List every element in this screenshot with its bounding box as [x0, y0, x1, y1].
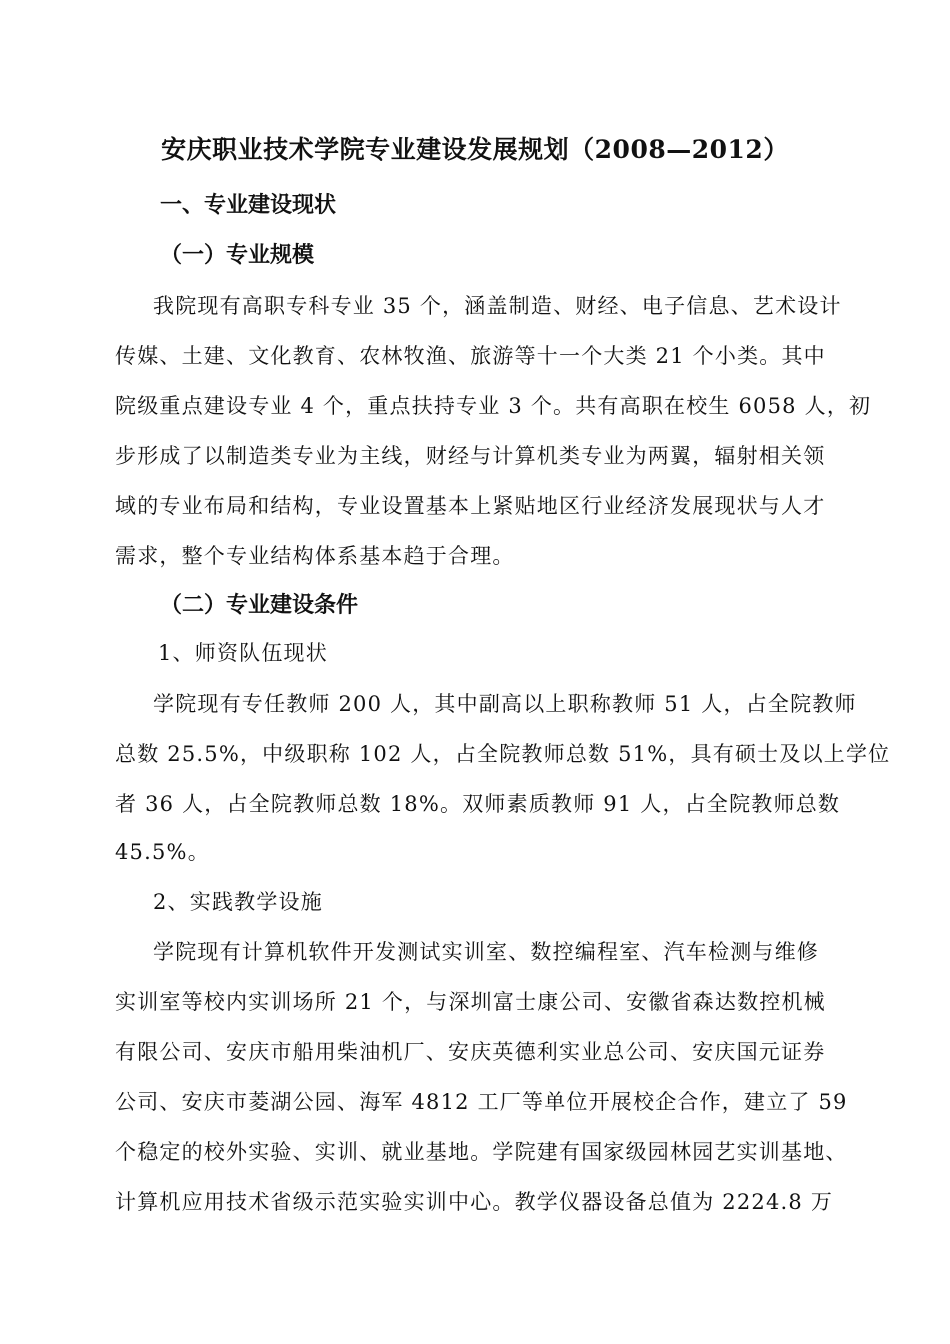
paragraph-line: 个稳定的校外实验、实训、就业基地。学院建有国家级园林园艺实训基地、: [115, 1140, 848, 1164]
subsection-heading-scale: （一）专业规模: [160, 242, 315, 268]
paragraph-line: 域的专业布局和结构，专业设置基本上紧贴地区行业经济发展现状与人才: [115, 494, 826, 518]
paragraph-line: 传媒、土建、文化教育、农林牧渔、旅游等十一个大类 21 个小类。其中: [115, 344, 826, 368]
paragraph-line: 者 36 人，占全院教师总数 18%。双师素质教师 91 人，占全院教师总数: [115, 792, 841, 816]
paragraph-line: 我院现有高职专科专业 35 个，涵盖制造、财经、电子信息、艺术设计: [153, 294, 842, 318]
paragraph-line: 45.5%。: [115, 840, 210, 864]
paragraph-line: 公司、安庆市菱湖公园、海军 4812 工厂等单位开展校企合作，建立了 59: [115, 1090, 848, 1114]
paragraph-line: 学院现有专任教师 200 人，其中副高以上职称教师 51 人，占全院教师: [153, 692, 857, 716]
item-heading-faculty: 1、师资队伍现状: [158, 641, 328, 665]
paragraph-line: 有限公司、安庆市船用柴油机厂、安庆英德利实业总公司、安庆国元证券: [115, 1040, 826, 1064]
item-heading-practice-facilities: 2、实践教学设施: [153, 890, 323, 914]
paragraph-line: 学院现有计算机软件开发测试实训室、数控编程室、汽车检测与维修: [153, 940, 819, 964]
paragraph-line: 计算机应用技术省级示范实验实训中心。教学仪器设备总值为 2224.8 万: [115, 1190, 834, 1214]
section-heading-current-status: 一、专业建设现状: [160, 192, 337, 218]
document-title: 安庆职业技术学院专业建设发展规划（2008—2012）: [161, 135, 789, 164]
paragraph-line: 总数 25.5%，中级职称 102 人，占全院教师总数 51%，具有硕士及以上学位: [115, 742, 891, 766]
paragraph-line: 步形成了以制造类专业为主线，财经与计算机类专业为两翼，辐射相关领: [115, 444, 826, 468]
paragraph-line: 实训室等校内实训场所 21 个，与深圳富士康公司、安徽省森达数控机械: [115, 990, 826, 1014]
subsection-heading-conditions: （二）专业建设条件: [160, 592, 359, 618]
paragraph-line: 需求，整个专业结构体系基本趋于合理。: [115, 544, 515, 568]
paragraph-line: 院级重点建设专业 4 个，重点扶持专业 3 个。共有高职在校生 6058 人，初: [115, 394, 872, 418]
